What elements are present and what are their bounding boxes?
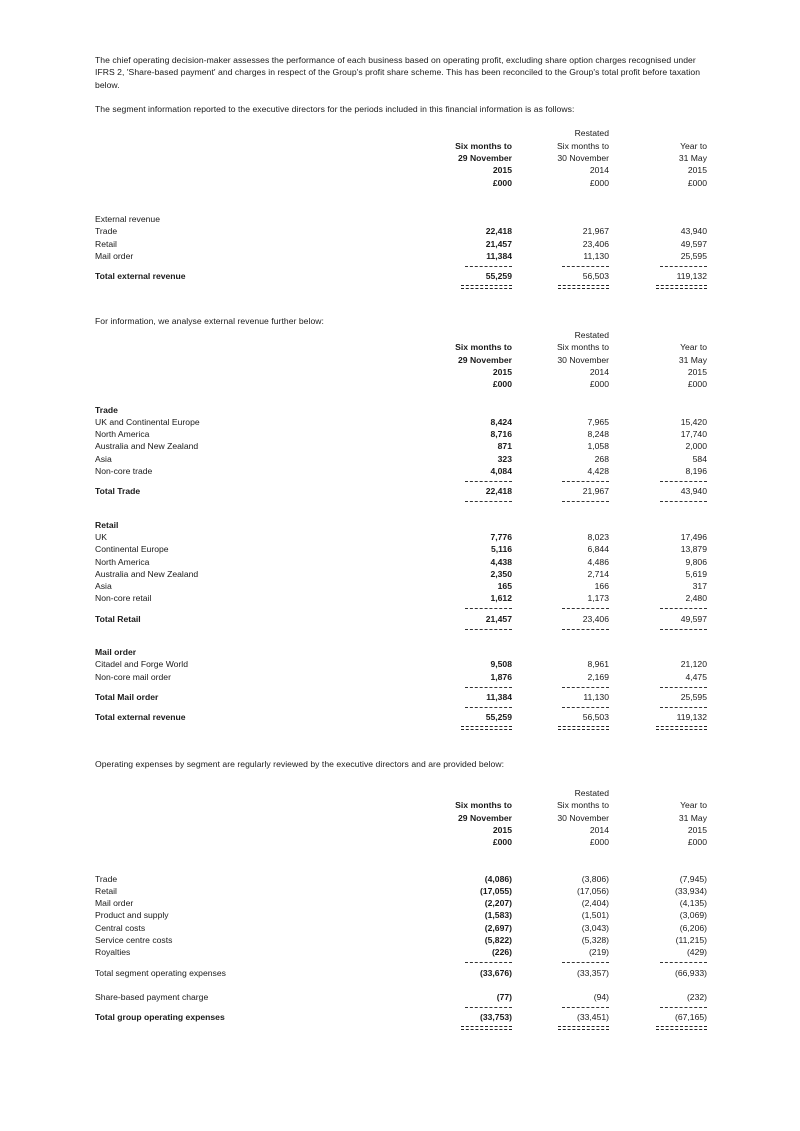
row-label: North America [95,556,150,567]
col3-year: 2015 [687,165,707,176]
header-row-line4 [95,378,707,390]
row-value-col2: 1,058 [587,441,609,452]
subtotal-label: Total segment operating expenses [95,967,226,978]
double-rule-icon [461,725,512,732]
row-value-col1: 1,612 [490,593,512,604]
col2-unit: £000 [589,379,609,390]
row-value-col2: 1,173 [587,593,609,604]
single-rule-icon [465,264,512,270]
row-value-col1: (17,055) [479,885,512,896]
table-row-subtotal [95,967,707,979]
total-label: Total Mail order [95,691,159,702]
total-value-col3: 43,940 [680,486,707,497]
header-row-restated [95,788,707,800]
row-value-col3: 9,806 [685,556,707,567]
row-label: Mail order [95,250,134,261]
row-value-col3: (429) [686,947,707,958]
row-value-col1: 1,876 [490,671,512,682]
col2-year: 2014 [589,824,609,835]
header-blank-3 [610,128,707,140]
section-title-external-revenue: External revenue [95,213,160,224]
table-row [95,671,707,683]
row-label: Retail [95,238,117,249]
total-label: Total Trade [95,486,141,497]
single-rule-icon [660,479,707,485]
col3-unit: £000 [687,379,707,390]
share-based-value-col1: (77) [496,991,512,1002]
total-value-col2: (33,451) [576,1012,609,1023]
single-rule-icon [465,705,512,711]
single-rule-icon [562,627,609,633]
total-value-col1: 55,259 [485,271,512,282]
row-value-col1: 22,418 [485,226,512,237]
row-value-col1: 4,438 [490,556,512,567]
table-row-total [95,485,707,497]
table-3-column-headers [95,788,707,849]
col2-date: 30 November [557,812,609,823]
row-value-col3: (6,206) [679,922,707,933]
row-value-col1: 7,776 [490,531,512,542]
grand-total-value-col1: 55,259 [485,712,512,723]
row-value-col2: (17,056) [576,885,609,896]
table-row [95,250,707,262]
row-value-col2: 23,406 [582,238,609,249]
col2-period-label: Six months to [556,342,609,353]
header-row-restated [95,330,707,342]
grand-total-value-col3: 119,132 [676,712,707,723]
spacer [95,189,707,213]
total-rule-row [95,498,707,506]
col3-year: 2015 [687,366,707,377]
header-restated-label: Restated [574,329,609,340]
table-row [95,543,707,555]
header-restated-label: Restated [574,787,609,798]
row-label: Non-core trade [95,466,153,477]
row-value-col3: 2,480 [685,593,707,604]
total-value-col1: 11,384 [486,691,512,702]
spacer [95,391,707,404]
col3-period-label: Year to [680,800,707,811]
table-row-total [95,1011,707,1023]
row-label: Trade [95,873,118,884]
total-label: Total Retail [95,613,141,624]
double-rule-icon [461,284,512,291]
row-value-col3: 13,879 [680,544,707,555]
intro-paragraph-3: For information, we analyse external revenue further below: [95,316,324,327]
table-1-column-headers [95,128,707,189]
row-value-col1: 8,424 [490,416,512,427]
single-rule-icon [562,479,609,485]
col3-unit: £000 [687,837,707,848]
spacer [95,732,707,758]
total-label: Total group operating expenses [95,1012,225,1023]
total-value-col2: 11,130 [583,691,609,702]
col1-year: 2015 [492,824,512,835]
row-value-col2: (3,806) [581,873,609,884]
row-value-col2: 11,130 [583,250,609,261]
col2-unit: £000 [589,177,609,188]
row-value-col2: 6,844 [587,544,609,555]
col2-year: 2014 [589,165,609,176]
row-value-col3: 25,595 [680,250,707,261]
single-rule-icon [465,479,512,485]
row-value-col2: 4,428 [587,466,609,477]
row-value-col2: 166 [594,581,609,592]
header-row-line2 [95,812,707,824]
row-label: Retail [95,885,117,896]
header-row-restated [95,128,707,140]
single-rule-icon [660,264,707,270]
header-row-line3 [95,824,707,836]
table-row [95,658,707,670]
row-value-col1: 4,084 [490,466,512,477]
double-rule-icon [558,284,609,291]
row-label: Non-core retail [95,593,152,604]
col1-unit: £000 [492,837,512,848]
table-row-total [95,270,707,282]
row-value-col3: 4,475 [685,671,707,682]
single-rule-icon [465,960,512,966]
table-row [95,556,707,568]
header-row-line3 [95,366,707,378]
total-label: Total external revenue [95,271,186,282]
subtotal-value-col3: (66,933) [674,967,707,978]
intro-paragraph-4: Operating expenses by segment are regularly reviewed by the executive directors and are provided below: [95,759,505,770]
table-row-total [95,613,707,625]
grand-total-label: Total external revenue [95,712,186,723]
total-value-col2: 21,967 [582,486,609,497]
row-value-col2: 268 [594,453,609,464]
header-row-line1 [95,799,707,811]
grand-total-rule-row [95,703,707,711]
col1-year: 2015 [492,165,512,176]
table-row [95,238,707,250]
col1-period-label: Six months to [455,140,512,151]
header-row-line4 [95,177,707,189]
row-value-col3: (4,135) [679,898,707,909]
total-rule-row [95,1003,707,1011]
row-label: Non-core mail order [95,671,171,682]
row-value-col1: 21,457 [485,238,512,249]
single-rule-icon [562,499,609,505]
row-label: Citadel and Forge World [95,659,188,670]
row-label: Trade [95,226,118,237]
subtotal-rule-row [95,477,707,485]
col2-period-label: Six months to [556,140,609,151]
single-rule-icon [660,960,707,966]
spacer [95,506,707,519]
row-label: Asia [95,453,112,464]
single-rule-icon [562,960,609,966]
row-value-col3: 49,597 [680,238,707,249]
row-label: Mail order [95,898,134,909]
row-value-col2: 8,023 [587,531,609,542]
col1-unit: £000 [492,379,512,390]
row-value-col1: (2,697) [484,922,512,933]
spacer [95,633,707,646]
header-row-line1 [95,341,707,353]
table-row [95,909,707,921]
document-page [95,54,707,1033]
row-label: UK [95,531,107,542]
table-row [95,897,707,909]
total-value-col3: 119,132 [676,271,707,282]
single-rule-icon [562,606,609,612]
total-value-col1: 21,457 [485,613,512,624]
subtotal-rule-row [95,605,707,613]
row-value-col3: 15,420 [680,416,707,427]
header-row-line3 [95,164,707,176]
double-rule-icon [656,1025,707,1032]
col3-unit: £000 [687,177,707,188]
table-row [95,453,707,465]
row-value-col3: 2,000 [685,441,707,452]
row-value-col1: 323 [497,453,512,464]
single-rule-icon [465,499,512,505]
single-rule-icon [465,606,512,612]
table-row [95,465,707,477]
single-rule-icon [660,606,707,612]
double-rule-icon [656,284,707,291]
col2-date: 30 November [557,153,609,164]
row-label: Royalties [95,947,131,958]
row-value-col1: (226) [491,947,512,958]
row-value-col1: 5,116 [490,544,512,555]
row-value-col3: (3,069) [679,910,707,921]
total-value-col3: 49,597 [680,613,707,624]
intro-paragraph-2: The segment information reported to the executive directors for the periods included in this financial information is as follows: [95,103,575,114]
single-rule-icon [465,627,512,633]
header-row-line2 [95,354,707,366]
single-rule-icon [562,685,609,691]
row-value-col2: (3,043) [581,922,609,933]
section-title-trade: Trade [95,404,118,415]
header-row-line2 [95,152,707,164]
col2-unit: £000 [589,837,609,848]
row-value-col2: 8,961 [587,659,609,670]
table-external-revenue [95,213,707,291]
table-row-share-based [95,991,707,1003]
row-label: Continental Europe [95,544,169,555]
total-value-col3: 25,595 [680,691,707,702]
subtotal-rule-row [95,262,707,270]
table-row-grand-total [95,711,707,723]
row-value-col3: 17,740 [680,429,707,440]
single-rule-icon [562,705,609,711]
table-row [95,531,707,543]
col1-date: 29 November [458,354,512,365]
share-based-value-col2: (94) [593,991,609,1002]
intro-paragraph-1: The chief operating decision-maker assesses the performance of each business based on operating profit, excluding share option charges recognised under IFRS 2, 'Share-based payment' and charges in respect of the Group's profit share scheme. This has been reconciled to the Group's total profit before taxation below. [95,55,701,90]
col3-period-label: Year to [680,342,707,353]
table-row [95,592,707,604]
row-label: North America [95,429,150,440]
subtotal-rule-row [95,959,707,967]
table-row [95,873,707,885]
row-value-col2: 4,486 [587,556,609,567]
row-value-col1: (1,583) [484,910,512,921]
table-row [95,428,707,440]
row-value-col2: (5,328) [581,935,609,946]
single-rule-icon [660,685,707,691]
row-label: Product and supply [95,910,169,921]
total-double-rule-row [95,1024,707,1033]
section-title-retail: Retail [95,519,119,530]
table-row [95,580,707,592]
double-rule-icon [558,1025,609,1032]
double-rule-icon [558,725,609,732]
row-value-col3: (11,215) [675,935,707,946]
share-based-value-col3: (232) [686,991,707,1002]
grand-total-double-rule-row [95,723,707,732]
single-rule-icon [465,1005,512,1011]
row-value-col3: (33,934) [674,885,707,896]
total-value-col2: 23,406 [582,613,609,624]
single-rule-icon [562,1005,609,1011]
header-blank-1 [387,128,512,140]
row-value-col3: 43,940 [680,226,707,237]
table-row-section-title [95,519,707,531]
single-rule-icon [660,499,707,505]
header-row-line4 [95,836,707,848]
row-value-col1: (5,822) [484,935,512,946]
double-rule-icon [656,725,707,732]
table-row-total [95,691,707,703]
single-rule-icon [660,627,707,633]
total-value-col1: 22,418 [485,486,512,497]
row-value-col2: 8,248 [587,429,609,440]
row-value-col2: 2,714 [587,568,609,579]
col3-date: 31 May [678,354,707,365]
col3-date: 31 May [678,812,707,823]
table-row [95,934,707,946]
subtotal-value-col1: (33,676) [479,967,512,978]
row-value-col3: 584 [692,453,707,464]
col3-year: 2015 [687,824,707,835]
row-value-col1: 9,508 [490,659,512,670]
col3-period-label: Year to [680,140,707,151]
header-row-line1 [95,140,707,152]
table-retail-breakdown [95,519,707,633]
row-value-col2: 2,169 [587,671,609,682]
col1-date: 29 November [458,812,512,823]
total-value-col3: (67,165) [674,1012,707,1023]
total-value-col2: 56,503 [582,271,609,282]
table-row [95,440,707,452]
col1-period-label: Six months to [455,342,512,353]
row-value-col3: 317 [692,581,707,592]
total-value-col1: (33,753) [479,1012,512,1023]
spacer [95,291,707,315]
total-rule-row [95,625,707,633]
row-value-col2: 21,967 [582,226,609,237]
col1-period-label: Six months to [455,800,512,811]
table-trade-breakdown [95,404,707,506]
table-row [95,922,707,934]
subtotal-rule-row [95,683,707,691]
table-2-column-headers [95,330,707,391]
single-rule-icon [660,705,707,711]
col3-date: 31 May [678,153,707,164]
spacer-row [95,979,707,991]
table-row-section-title [95,646,707,658]
header-restated-label: Restated [574,128,609,139]
row-value-col3: 8,196 [685,466,707,477]
row-value-col3: 21,120 [680,659,707,670]
row-value-col1: 2,350 [490,568,512,579]
single-rule-icon [660,1005,707,1011]
row-value-col1: 11,384 [486,250,512,261]
double-rule-icon [461,1025,512,1032]
spacer [95,849,707,873]
single-rule-icon [562,264,609,270]
table-row [95,416,707,428]
table-row [95,946,707,958]
table-operating-expenses [95,873,707,1033]
table-mail-order-breakdown [95,646,707,732]
col2-year: 2014 [589,366,609,377]
col1-unit: £000 [492,177,512,188]
row-value-col3: 5,619 [685,568,707,579]
row-label: Australia and New Zealand [95,441,199,452]
row-label: Australia and New Zealand [95,568,199,579]
subtotal-value-col2: (33,357) [576,967,609,978]
col2-date: 30 November [557,354,609,365]
grand-total-value-col2: 56,503 [582,712,609,723]
row-value-col1: (4,086) [484,873,512,884]
share-based-label: Share-based payment charge [95,991,209,1002]
col1-year: 2015 [492,366,512,377]
row-value-col3: 17,496 [680,531,707,542]
row-value-col2: (219) [588,947,609,958]
row-label: Service centre costs [95,935,173,946]
row-label: UK and Continental Europe [95,416,200,427]
col1-date: 29 November [458,153,512,164]
row-value-col3: (7,945) [679,873,707,884]
header-spacer [95,128,387,140]
table-row-section-title [95,213,707,225]
table-row-section-title [95,404,707,416]
row-value-col1: 871 [497,441,512,452]
row-value-col1: 165 [497,581,512,592]
table-row [95,885,707,897]
row-value-col1: 8,716 [490,429,512,440]
row-label: Central costs [95,922,146,933]
row-value-col2: 7,965 [587,416,609,427]
row-value-col2: (2,404) [581,898,609,909]
grandtotal-rule-row [95,282,707,291]
table-row [95,568,707,580]
col2-period-label: Six months to [556,800,609,811]
section-title-mail-order: Mail order [95,646,137,657]
row-label: Asia [95,581,112,592]
single-rule-icon [465,685,512,691]
row-value-col2: (1,501) [581,910,609,921]
row-value-col1: (2,207) [484,898,512,909]
table-row [95,225,707,237]
